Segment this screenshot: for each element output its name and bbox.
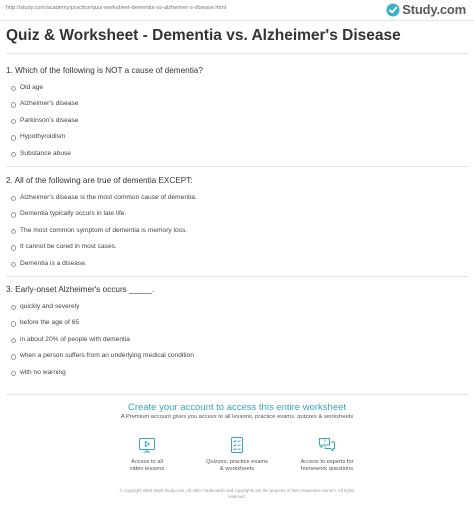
- radio-button-icon[interactable]: [11, 86, 16, 91]
- option-label: Dementia is a disease.: [20, 259, 87, 267]
- logo-text: Study.com: [402, 2, 466, 17]
- answer-option[interactable]: [6, 365, 468, 381]
- answer-option[interactable]: [6, 256, 468, 272]
- feature-label-line-1: Access to experts for: [300, 459, 354, 465]
- option-label: Old age: [20, 84, 44, 91]
- feature-experts: [287, 436, 367, 473]
- answer-option[interactable]: [6, 206, 468, 222]
- answer-option[interactable]: [6, 348, 468, 364]
- svg-text:?: ?: [323, 439, 326, 446]
- premium-cta: [0, 398, 474, 421]
- premium-features: [0, 436, 474, 481]
- answer-option[interactable]: [6, 146, 468, 162]
- feature-label-line-1: Access to all: [131, 459, 163, 465]
- option-label: when a person suffers from an underlying medical condition: [20, 352, 194, 360]
- feature-label-line-2: video lessons: [129, 466, 165, 472]
- radio-button-icon[interactable]: [11, 245, 16, 250]
- radio-button-icon[interactable]: [11, 338, 16, 343]
- video-lesson-icon: [138, 436, 156, 454]
- option-label: The most common symptom of dementia is memory loss.: [20, 226, 188, 234]
- option-label: with no warning: [20, 368, 66, 376]
- option-label: in about 20% of people with dementia: [20, 335, 130, 343]
- feature-label-line-2: homework questions: [300, 466, 354, 472]
- feature-label-line-1: Quizzes, practice exams: [206, 459, 268, 465]
- radio-button-icon[interactable]: [11, 135, 16, 140]
- option-label: Alzheimer's disease: [20, 100, 79, 108]
- radio-button-icon[interactable]: [11, 371, 16, 376]
- quiz-worksheet-icon: [228, 436, 246, 454]
- radio-button-icon[interactable]: [11, 229, 16, 234]
- answer-option[interactable]: [6, 80, 468, 96]
- radio-button-icon[interactable]: [11, 212, 16, 217]
- title-divider: [6, 53, 468, 54]
- question-text: 2. All of the following are true of dementia EXCEPT:: [6, 176, 193, 185]
- answer-option[interactable]: [6, 239, 468, 255]
- feature-label-line-2: & worksheets: [219, 466, 255, 472]
- answer-option[interactable]: [6, 223, 468, 239]
- question-divider: [6, 394, 468, 395]
- answer-option[interactable]: [6, 129, 468, 145]
- radio-button-icon[interactable]: [11, 152, 16, 157]
- question-1: [6, 65, 468, 162]
- option-label: Parkinson's disease: [20, 116, 79, 124]
- study-com-check-logo-icon: [386, 3, 400, 17]
- question-text: 1. Which of the following is NOT a cause of dementia?: [6, 66, 203, 75]
- option-label: before the age of 65: [20, 319, 80, 327]
- option-label: Hypothyroidism: [20, 133, 66, 141]
- answer-option[interactable]: [6, 332, 468, 348]
- option-label: Substance abuse: [20, 149, 71, 157]
- question-divider: [6, 166, 468, 167]
- feature-video-lessons: [107, 436, 187, 473]
- question-divider: [6, 276, 468, 277]
- question-text: 3. Early-onset Alzheimer's occurs _____.: [6, 285, 155, 294]
- copyright-footer: [0, 488, 474, 500]
- radio-button-icon[interactable]: [11, 102, 16, 107]
- answer-option[interactable]: [6, 113, 468, 129]
- radio-button-icon[interactable]: [11, 321, 16, 326]
- page-title: Quiz & Worksheet - Dementia vs. Alzheimer's Disease: [6, 27, 401, 44]
- answer-option[interactable]: [6, 299, 468, 315]
- copyright-line-2: reserved.: [228, 494, 246, 499]
- option-label: quickly and severely: [20, 303, 80, 310]
- top-bar: [0, 0, 474, 21]
- radio-button-icon[interactable]: [11, 196, 16, 201]
- radio-button-icon[interactable]: [11, 262, 16, 267]
- question-2: [6, 175, 468, 272]
- option-label: Alzheimer's disease is the most common cause of dementia.: [20, 194, 197, 201]
- option-label: Dementia typically occurs in late life.: [20, 210, 127, 218]
- answer-option[interactable]: [6, 190, 468, 206]
- cta-subtitle: A Premium account gives you access to all lessons, practice exams, quizzes & worksheets: [120, 414, 354, 420]
- answer-option[interactable]: [6, 96, 468, 112]
- option-label: It cannot be cured in most cases.: [20, 243, 117, 251]
- feature-quizzes-worksheets: [197, 436, 277, 473]
- answer-option[interactable]: [6, 315, 468, 331]
- study-com-logo[interactable]: [386, 2, 466, 17]
- radio-button-icon[interactable]: [11, 119, 16, 124]
- radio-button-icon[interactable]: [11, 305, 16, 310]
- cta-title[interactable]: Create your account to access this entire worksheet: [127, 402, 347, 413]
- expert-chat-icon: [318, 436, 336, 454]
- question-3: [6, 284, 468, 381]
- copyright-line-1: © copyright 2003-2020 Study.com. All other trademarks and copyrights are the property of their respective owners. All rights: [119, 488, 355, 493]
- radio-button-icon[interactable]: [11, 354, 16, 359]
- page-url[interactable]: http://study.com/academy/practice/quiz-worksheet-dementia-vs-alzheimer-s-disease.html: [6, 5, 226, 11]
